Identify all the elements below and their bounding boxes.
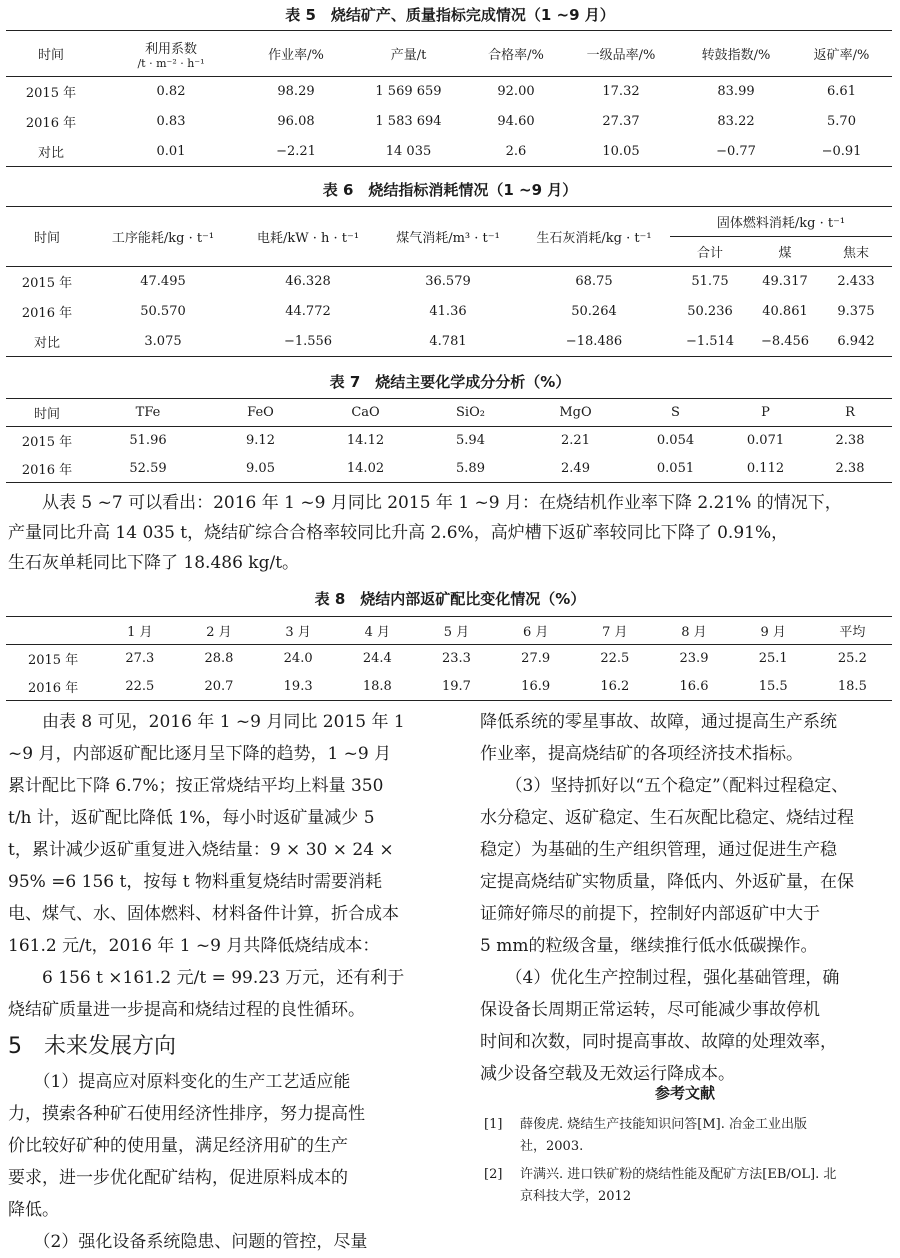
table-cell: 0.112: [746, 460, 785, 476]
t5-head-time: 时间: [37, 48, 64, 63]
text-line: 产量同比升高 14 035 t，烧结矿综合合格率较同比升高 2.6%，高炉槽下返矿率较同比下降了 0.91%，: [8, 523, 789, 543]
table-cell: 94.60: [497, 114, 535, 129]
text-line: 生石灰单耗同比下降了 18.486 kg/t。: [8, 553, 300, 573]
t6-head-fuel: 固体燃料消耗/kg · t⁻¹: [670, 207, 892, 237]
table-cell: 2.6: [505, 143, 527, 159]
text-line: 5 mm的粒级含量，继续推行低水低碳操作。: [480, 936, 818, 956]
table-cell: 16.2: [600, 678, 630, 694]
t6-head-coal: 煤: [778, 246, 792, 261]
t8-head-blank: [6, 617, 100, 645]
table-cell: 2015 年: [21, 276, 73, 292]
text-line: 定提高烧结矿实物质量，降低内、外返矿量，在保: [480, 872, 854, 892]
table-cell: 对比: [37, 145, 64, 161]
t8-head-month: 9 月: [760, 625, 786, 640]
t7-head-s: S: [671, 405, 680, 420]
text-line: 稳定）为基础的生产组织管理，通过促进生产稳: [480, 840, 837, 860]
table-cell: 22.5: [600, 651, 630, 667]
t6-head-power: 电耗/kW · h · t⁻¹: [238, 207, 378, 267]
t5-head-first: 一级品率/%: [586, 48, 656, 63]
table-cell: 2.433: [837, 274, 875, 290]
table-cell: 19.7: [442, 678, 471, 694]
t5-head-drum: 转鼓指数/%: [701, 48, 771, 63]
table-cell: 5.70: [827, 114, 856, 129]
table-cell: 36.579: [425, 274, 471, 290]
table-row: [6, 267, 892, 297]
table6-caption: 表 6 烧结指标消耗情况（1 ~9 月）: [322, 181, 578, 199]
table5-caption: 表 5 烧结矿产、质量指标完成情况（1 ~9 月）: [285, 6, 615, 24]
t7-head-feo: FeO: [247, 405, 274, 420]
t6-head-time: 时间: [6, 207, 88, 267]
table-cell: 98.29: [277, 84, 315, 100]
table-cell: 14.02: [346, 460, 385, 476]
text-line: 161.2 元/t，2016 年 1 ~9 月共降低烧结成本：: [8, 936, 380, 956]
table-row: [6, 107, 892, 137]
t8-head-month: 6 月: [522, 625, 549, 640]
table-cell: 49.317: [762, 274, 808, 290]
reference-line: 薛俊虎. 烧结生产技能知识问答[M]. 冶金工业出版: [520, 1117, 807, 1132]
t6-head-energy: 工序能耗/kg · t⁻¹: [88, 207, 238, 267]
reference-line: 京科技大学，2012: [520, 1189, 632, 1204]
t6-head-lime: 生石灰消耗/kg · t⁻¹: [518, 207, 670, 267]
text-line: 证筛好筛尽的前提下，控制好内部返矿中大于: [480, 904, 820, 924]
table-cell: 2016 年: [25, 116, 77, 131]
text-line: 累计配比下降 6.7%；按正常烧结平均上料量 350: [8, 776, 384, 796]
text-line: 降低。: [8, 1200, 59, 1220]
table-cell: 2.38: [835, 433, 865, 449]
text-line: 从表 5 ~7 可以看出：2016 年 1 ~9 月同比 2015 年 1 ~9 月：在烧结机作业率下降 2.21% 的情况下，: [8, 493, 842, 513]
table-cell: 2.21: [561, 433, 590, 449]
table-cell: 25.1: [758, 651, 788, 667]
table7: [6, 398, 892, 483]
table6: [6, 206, 892, 357]
table-cell: 47.495: [140, 274, 186, 290]
table-cell: 20.7: [204, 678, 234, 694]
table-cell: 23.3: [442, 651, 471, 667]
text-line: （3）坚持抓好以“五个稳定”（配料过程稳定、: [480, 776, 849, 796]
text-line: ~9 月，内部返矿配比逐月呈下降的趋势，1 ~9 月: [8, 744, 392, 764]
table-cell: 83.22: [717, 114, 755, 129]
references-heading: 参考文献: [654, 1084, 715, 1102]
table-cell: 25.2: [837, 651, 867, 667]
text-line: 水分稳定、返矿稳定、生石灰配比稳定、烧结过程: [480, 808, 854, 828]
table-cell: 9.05: [246, 460, 275, 476]
reference-line: 社，2003.: [520, 1139, 584, 1154]
text-line: （1）提高应对原料变化的生产工艺适应能: [8, 1072, 351, 1092]
table-cell: 24.4: [362, 651, 392, 667]
text-line: 减少设备空载及无效运行降成本。: [480, 1064, 735, 1084]
text-line: 6 156 t ×161.2 元/t = 99.23 万元，还有利于: [8, 968, 405, 988]
t7-head-p: P: [761, 405, 770, 420]
table-cell: −2.21: [276, 143, 316, 159]
text-line: 价比较好矿种的使用量，满足经济用矿的生产: [8, 1136, 348, 1156]
table-cell: 9.12: [246, 433, 275, 449]
table-row: [6, 673, 892, 701]
t8-head-month: 2 月: [206, 625, 232, 640]
left-column-text-2: [8, 1066, 448, 1258]
table-row: [6, 427, 892, 455]
t5-head-pass: 合格率/%: [488, 48, 544, 63]
reference-line: 许满兴. 进口铁矿粉的烧结性能及配矿方法[EB/OL]. 北: [520, 1167, 837, 1182]
text-line: （2）强化设备系统隐患、问题的管控，尽量: [8, 1232, 368, 1252]
table-cell: −0.91: [821, 143, 862, 159]
reference-number: [1]: [484, 1117, 503, 1132]
table-cell: 51.96: [129, 433, 167, 449]
right-column-text: [480, 706, 896, 1090]
table-cell: 2016 年: [21, 306, 73, 321]
t6-head-total: 合计: [696, 246, 723, 261]
table5: [6, 30, 892, 167]
table-cell: 18.5: [837, 678, 867, 694]
table-cell: 6.61: [827, 84, 856, 100]
table-cell: 2015 年: [27, 653, 79, 669]
table-cell: 5.89: [456, 460, 485, 476]
table-cell: 对比: [33, 335, 60, 351]
table-cell: 10.05: [602, 143, 640, 159]
table-cell: 4.781: [429, 333, 467, 349]
reference-item: [480, 1114, 892, 1158]
table-cell: 24.0: [283, 651, 313, 667]
table-cell: 17.32: [602, 84, 640, 100]
reference-number: [2]: [484, 1167, 503, 1182]
text-line: 时间和次数，同时提高事故、故障的处理效率，: [480, 1032, 837, 1052]
t7-head-cao: CaO: [351, 405, 380, 420]
table-cell: 27.9: [521, 651, 551, 667]
table-row: [6, 137, 892, 167]
table8-caption: 表 8 烧结内部返矿配比变化情况（%）: [314, 590, 586, 608]
table7-caption: 表 7 烧结主要化学成分分析（%）: [329, 373, 571, 391]
text-line: 95% =6 156 t，按每 t 物料重复烧结时需要消耗: [8, 872, 382, 892]
table-cell: 28.8: [204, 651, 234, 667]
table-cell: 96.08: [277, 114, 315, 129]
table-cell: 0.83: [156, 114, 186, 129]
table-cell: 51.75: [691, 274, 729, 290]
t8-head-month: 8 月: [681, 625, 707, 640]
reference-item: [480, 1164, 892, 1208]
table-cell: 0.051: [656, 460, 695, 476]
table-cell: 6.942: [837, 333, 875, 349]
table-cell: 9.375: [837, 304, 875, 319]
table-cell: 68.75: [575, 274, 613, 290]
table-cell: 16.6: [679, 678, 709, 694]
t8-head-month: 4 月: [364, 625, 390, 640]
text-line: 保设备长周期正常运转，尽可能减少事故停机: [480, 1000, 820, 1020]
table-cell: −1.514: [685, 333, 735, 349]
table-cell: 14.12: [346, 433, 385, 449]
t7-head-time: 时间: [33, 407, 60, 422]
table-cell: 14 035: [385, 143, 432, 159]
t6-head-gas: 煤气消耗/m³ · t⁻¹: [378, 207, 518, 267]
table-cell: 52.59: [129, 460, 167, 476]
t7-head-tfe: TFe: [135, 405, 161, 420]
table-cell: 3.075: [144, 333, 182, 349]
text-line: 要求，进一步优化配矿结构，促进原料成本的: [8, 1168, 348, 1188]
table-cell: 27.3: [125, 651, 155, 667]
table8: [6, 616, 892, 701]
table-cell: 0.01: [156, 143, 186, 159]
table-cell: −8.456: [760, 333, 810, 349]
table-cell: 23.9: [679, 651, 709, 667]
table-cell: 16.9: [521, 678, 551, 694]
t8-head-month: 5 月: [443, 625, 470, 640]
table-cell: 0.82: [156, 84, 186, 100]
t8-head-average: 平均: [839, 625, 866, 640]
table-cell: −1.556: [283, 333, 333, 349]
table-cell: 40.861: [762, 304, 808, 319]
table-cell: 19.3: [283, 678, 313, 694]
table-cell: 2.38: [835, 460, 865, 476]
table-cell: 18.8: [362, 678, 392, 694]
t6-head-coke: 焦末: [842, 246, 869, 261]
text-line: （4）优化生产控制过程，强化基础管理，确: [480, 968, 840, 988]
t5-head-return: 返矿率/%: [813, 48, 870, 63]
text-line: 力，摸索各种矿石使用经济性排序，努力提高性: [8, 1104, 365, 1124]
table-row: [6, 297, 892, 327]
table-cell: 2016 年: [27, 680, 79, 696]
table-cell: 1 569 659: [375, 84, 442, 100]
table-cell: 50.264: [571, 304, 617, 319]
t7-head-r: R: [845, 405, 855, 420]
text-line: 由表 8 可见，2016 年 1 ~9 月同比 2015 年 1: [8, 712, 405, 732]
section-heading: 5 未来发展方向: [8, 1034, 176, 1059]
table-cell: 15.5: [758, 678, 788, 694]
table-cell: 46.328: [285, 274, 331, 290]
table-cell: 44.772: [285, 304, 331, 319]
table-cell: 50.236: [687, 304, 733, 319]
table-cell: 5.94: [456, 433, 485, 449]
summary-paragraph: [8, 488, 894, 578]
t7-head-sio2: SiO₂: [456, 405, 485, 420]
table-cell: 0.071: [746, 433, 785, 449]
text-line: 降低系统的零星事故、故障，通过提高生产系统: [480, 712, 837, 732]
t5-head-output: 产量/t: [390, 48, 427, 63]
table-row: [6, 455, 892, 483]
text-line: t/h 计，返矿配比降低 1%，每小时返矿量减少 5: [8, 808, 375, 828]
table-row: [6, 77, 892, 107]
t5-head-coef: 利用系数 /t · m⁻² · h⁻¹: [137, 41, 205, 70]
table-cell: 2.49: [561, 460, 590, 476]
table-row: [6, 645, 892, 673]
table-cell: 2015 年: [25, 86, 77, 102]
t5-head-rate: 作业率/%: [268, 48, 324, 63]
text-line: 作业率，提高烧结矿的各项经济技术指标。: [480, 744, 803, 764]
table-cell: −0.77: [716, 143, 756, 159]
table-cell: 2016 年: [21, 462, 73, 478]
table-cell: 0.054: [656, 433, 695, 449]
left-column-text: [8, 706, 448, 1026]
table-cell: 41.36: [429, 304, 467, 319]
table-cell: 27.37: [602, 114, 640, 129]
table-cell: 2015 年: [21, 435, 73, 451]
t8-head-month: 3 月: [285, 625, 311, 640]
t8-head-month: 7 月: [602, 625, 628, 640]
text-line: 电、煤气、水、固体燃料、材料备件计算，折合成本: [8, 904, 399, 924]
table-cell: −18.486: [565, 333, 623, 349]
table-cell: 83.99: [717, 84, 755, 100]
table-row: [6, 327, 892, 357]
table-cell: 1 583 694: [375, 114, 442, 129]
t7-head-mgo: MgO: [559, 405, 592, 420]
text-line: 烧结矿质量进一步提高和烧结过程的良性循环。: [8, 1000, 365, 1020]
t8-head-month: 1 月: [127, 625, 153, 640]
table-cell: 22.5: [125, 678, 155, 694]
table-cell: 50.570: [140, 304, 186, 319]
text-line: t，累计减少返矿重复进入烧结量：9 × 30 × 24 ×: [8, 840, 394, 860]
table-cell: 92.00: [497, 84, 535, 100]
